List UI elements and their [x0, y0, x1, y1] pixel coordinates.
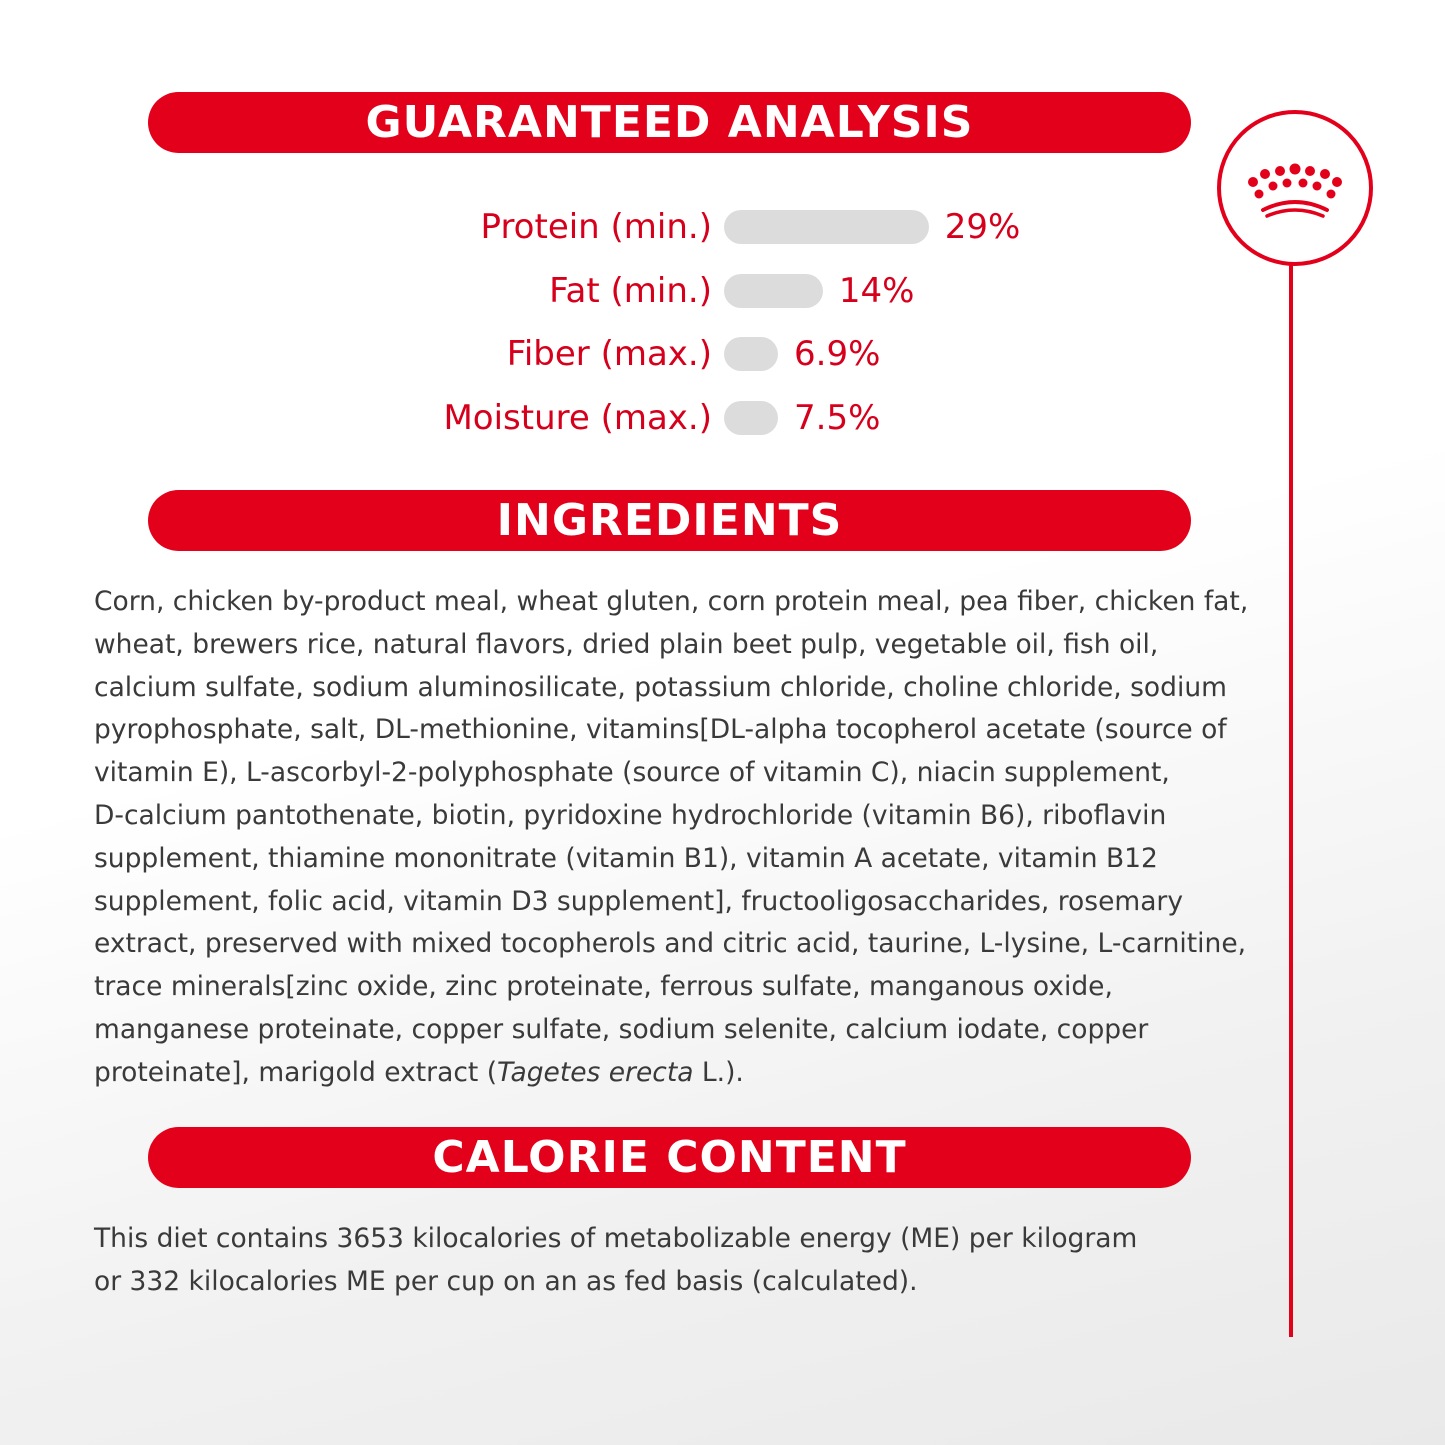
ingredients-last-prefix: proteinate], marigold extract ( — [94, 1056, 498, 1088]
ingredients-banner — [148, 490, 1191, 551]
ingredients-line: trace minerals[zinc oxide, zinc proteinate, ferrous sulfate, manganous oxide, — [94, 971, 1113, 1003]
calorie-line: or 332 kilocalories ME per cup on an as fed basis (calculated). — [94, 1265, 918, 1297]
ingredients-line: manganese proteinate, copper sulfate, sodium selenite, calcium iodate, copper — [94, 1013, 1149, 1045]
analysis-label: Protein (min.) — [480, 207, 712, 247]
guaranteed-analysis-heading: GUARANTEED ANALYSIS — [365, 97, 974, 148]
ingredients-line: supplement, thiamine mononitrate (vitamin B1), vitamin A acetate, vitamin B12 — [94, 842, 1158, 874]
timeline-line — [1289, 262, 1293, 1337]
analysis-row — [0, 393, 1445, 443]
analysis-value: 29% — [944, 207, 1021, 247]
analysis-label: Fat (min.) — [549, 270, 712, 311]
analysis-row — [0, 329, 1445, 379]
calorie-content-banner — [148, 1127, 1191, 1188]
ingredients-line: pyrophosphate, salt, DL-methionine, vitamins[DL-alpha tocopherol acetate (source of — [94, 714, 1227, 746]
calorie-line: This diet contains 3653 kilocalories of metabolizable energy (ME) per kilogram — [94, 1223, 1138, 1254]
ingredients-heading: INGREDIENTS — [496, 495, 843, 546]
ingredients-line: wheat, brewers rice, natural flavors, dried plain beet pulp, vegetable oil, fish oil, — [94, 628, 1159, 660]
analysis-bar — [724, 274, 823, 308]
ingredients-last-line — [94, 1052, 1274, 1095]
analysis-label: Fiber (max.) — [506, 334, 712, 374]
analysis-value: 6.9% — [794, 334, 881, 374]
ingredients-line: Corn, chicken by-product meal, wheat gluten, corn protein meal, pea fiber, chicken fat, — [94, 586, 1249, 617]
brand-logo — [1217, 110, 1373, 266]
analysis-bar — [724, 210, 929, 244]
ingredients-line: vitamin E), L-ascorbyl-2-polyphosphate (source of vitamin C), niacin supplement, — [94, 757, 1170, 789]
ingredients-line: supplement, folic acid, vitamin D3 supplement], fructooligosaccharides, rosemary — [94, 885, 1184, 917]
ingredients-line: extract, preserved with mixed tocopherols and citric acid, taurine, L-lysine, L-carnitine, — [94, 928, 1247, 960]
analysis-label: Moisture (max.) — [443, 397, 712, 438]
analysis-bar — [724, 337, 778, 371]
calorie-text — [94, 1218, 1274, 1304]
botanical-name: Tagetes erecta — [497, 1056, 694, 1088]
analysis-bar — [724, 401, 778, 435]
calorie-content-heading: CALORIE CONTENT — [432, 1132, 907, 1183]
ingredients-line: calcium sulfate, sodium aluminosilicate, potassium chloride, choline chloride, sodium — [94, 671, 1227, 703]
ingredients-line: D-calcium pantothenate, biotin, pyridoxine hydrochloride (vitamin B6), riboflavin — [94, 799, 1167, 831]
guaranteed-analysis-banner — [148, 92, 1191, 153]
ingredients-text — [94, 581, 1274, 1095]
analysis-value: 14% — [838, 270, 915, 311]
ingredients-last-suffix: L.). — [693, 1056, 744, 1088]
analysis-row — [0, 266, 1445, 316]
analysis-value: 7.5% — [794, 397, 881, 438]
crown-icon — [1221, 114, 1369, 262]
